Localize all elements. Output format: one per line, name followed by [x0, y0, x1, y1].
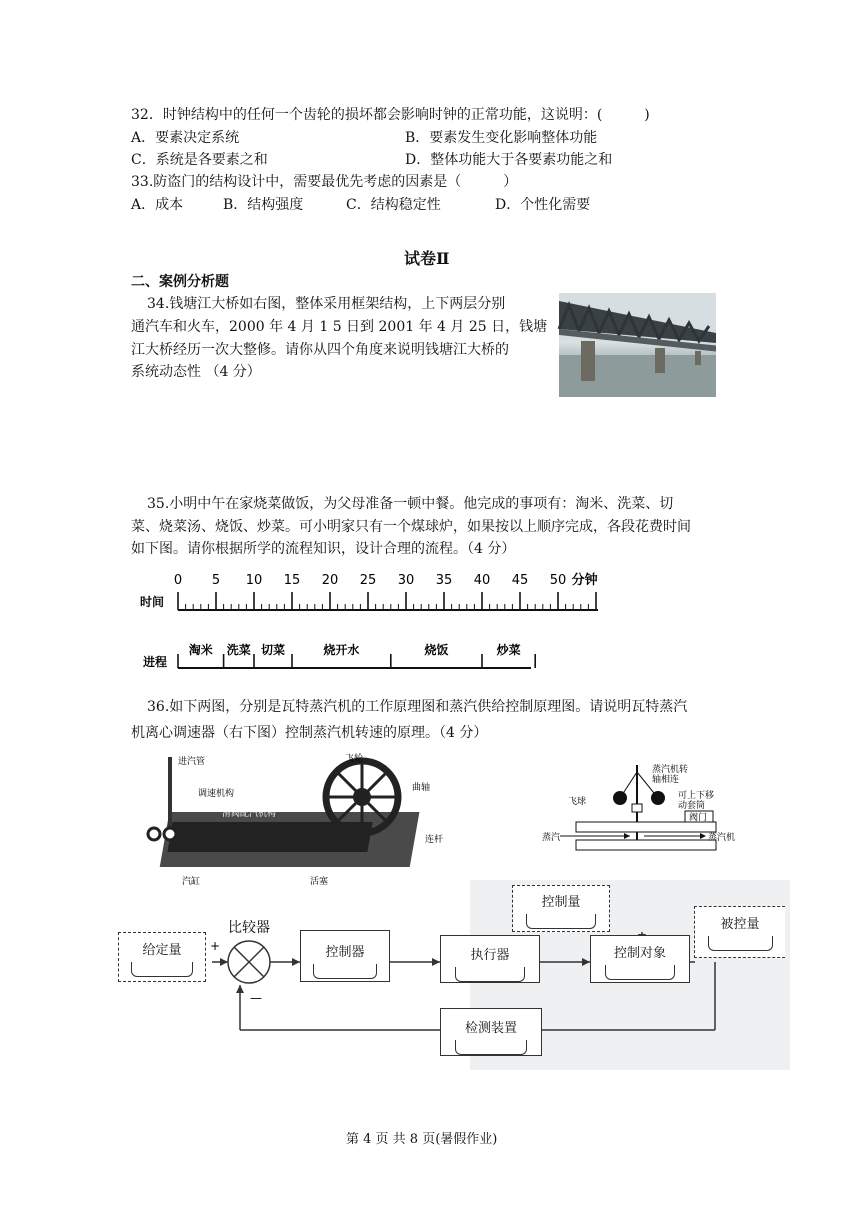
governor-label-steam-out: 蒸汽机 — [708, 833, 736, 843]
governor-label-valve: 阀门 — [689, 813, 708, 823]
q36-line-2: 机离心调速器（右下图）控制蒸汽机转速的原理。（4 分） — [131, 725, 488, 741]
bridge-photo — [559, 293, 716, 397]
q32-option-d: D．整体功能大于各要素功能之和 — [405, 152, 613, 168]
q35-line-1: 35.小明中午在家烧菜做饭，为父母准备一顿中餐。他完成的事项有：淘米、洗菜、切 — [147, 496, 674, 512]
timeline-tick-label: 40 — [473, 573, 491, 588]
q32-stem: 32．时钟结构中的任何一个齿轮的损坏都会影响时钟的正常功能，这说明：( ) — [131, 107, 650, 123]
sensor-blank — [455, 1040, 527, 1055]
engine-label-cylinder: 汽缸 — [182, 877, 201, 887]
timeline-tick-label: 45 — [511, 573, 529, 588]
page-footer: 第 4 页 共 8 页(暑假作业) — [346, 1132, 498, 1147]
q33-stem: 33.防盗门的结构设计中，需要最优先考虑的因素是（ ） — [131, 174, 518, 190]
q32-option-a: A．要素决定系统 — [131, 130, 240, 146]
controlled-object-label: 控制对象 — [613, 946, 666, 961]
governor-label-shaft: 蒸汽机转 — [652, 765, 689, 775]
timeline-tick-label: 0 — [173, 573, 183, 588]
setpoint-label: 给定量 — [142, 943, 182, 958]
process-task-label: 淘米 — [188, 643, 213, 657]
engine-label-governor: 调速机构 — [198, 789, 235, 799]
actuator-blank — [455, 967, 526, 982]
controlled-quantity-blank — [708, 936, 773, 951]
timeline-tick-label: 5 — [211, 573, 221, 588]
q34-line-2: 通汽车和火车，2000 年 4 月 1 5 日到 2001 年 4 月 25 日，钱塘 — [131, 319, 548, 335]
q32-option-c: C．系统是各要素之和 — [131, 152, 268, 168]
governor-diagram — [540, 760, 736, 860]
sensor-label: 检测装置 — [464, 1021, 517, 1036]
timeline-unit-label: 分钟 — [571, 573, 598, 588]
timeline-tick-label: 10 — [245, 573, 263, 588]
minus-sign: — — [250, 991, 262, 1005]
section-title: 试卷Ⅱ — [404, 249, 450, 268]
control-quantity-label: 控制量 — [541, 895, 581, 910]
controlled-quantity-box — [694, 906, 785, 958]
governor-label-sleeve: 可上下移 — [678, 791, 715, 801]
timeline-tick-label: 20 — [321, 573, 339, 588]
actuator-box — [440, 935, 540, 983]
process-task-label: 炒菜 — [496, 643, 521, 657]
controlled-object-box — [590, 935, 690, 983]
engine-label-crank: 曲轴 — [412, 783, 431, 793]
q33-option-d: D．个性化需要 — [495, 197, 591, 213]
q35-line-3: 如下图。请你根据所学的流程知识，设计合理的流程。（4 分） — [131, 541, 516, 557]
controller-box — [300, 930, 390, 982]
q35-line-2: 菜、烧菜汤、烧饭、炒菜。可小明家只有一个煤球炉，如果按以上顺序完成，各段花费时间 — [131, 519, 691, 535]
time-label: 时间 — [139, 595, 165, 609]
actuator-label: 执行器 — [470, 948, 510, 963]
engine-label-rod: 连杆 — [425, 835, 444, 845]
q32-option-b: B．要素发生变化影响整体功能 — [405, 130, 598, 146]
governor-label-ball: 飞球 — [568, 797, 587, 807]
governor-label-steam-in: 蒸汽 — [542, 833, 561, 843]
timeline-diagram — [130, 568, 610, 678]
process-label: 进程 — [142, 655, 168, 669]
q34-line-1: 34.钱塘江大桥如右图，整体采用框架结构，上下两层分别 — [147, 296, 506, 312]
setpoint-blank — [131, 962, 193, 977]
timeline-tick-label: 35 — [435, 573, 453, 588]
q33-option-c: C．结构稳定性 — [346, 197, 441, 213]
timeline-tick-label: 30 — [397, 573, 415, 588]
engine-label-flywheel: 飞轮 — [345, 754, 364, 764]
process-task-label: 烧开水 — [323, 643, 360, 657]
q33-option-b: B．结构强度 — [223, 197, 304, 213]
comparator-label: 比较器 — [228, 920, 270, 936]
control-quantity-blank — [526, 914, 595, 929]
governor-label-shaft2: 轴相连 — [652, 775, 680, 785]
process-task-label: 洗菜 — [226, 643, 251, 657]
q34-line-3: 江大桥经历一次大整修。请你从四个角度来说明钱塘江大桥的 — [131, 342, 509, 358]
plus-sign: + — [210, 939, 221, 953]
timeline-tick-label: 15 — [283, 573, 301, 588]
timeline-tick-label: 50 — [549, 573, 567, 588]
governor-label-sleeve2: 动套筒 — [678, 801, 706, 811]
controlled-object-blank — [605, 965, 676, 980]
controller-blank — [313, 964, 377, 979]
steam-engine-diagram — [140, 752, 470, 887]
q36-line-1: 36.如下两图，分别是瓦特蒸汽机的工作原理图和蒸汽供给控制原理图。请说明瓦特蒸汽 — [147, 699, 688, 715]
controller-label: 控制器 — [325, 945, 365, 960]
engine-label-inlet: 进汽管 — [178, 757, 206, 767]
q33-option-a: A．成本 — [131, 197, 184, 213]
process-task-label: 切菜 — [260, 643, 286, 657]
timeline-tick-label: 25 — [359, 573, 377, 588]
section-heading: 二、案例分析题 — [131, 274, 229, 290]
engine-label-piston: 活塞 — [310, 877, 329, 887]
controlled-quantity-label: 被控量 — [720, 917, 760, 932]
q34-line-4: 系统动态性 （4 分） — [131, 364, 261, 380]
control-quantity-box — [512, 885, 610, 932]
setpoint-box — [118, 932, 206, 982]
engine-label-valve: 滑阀配汽机构 — [222, 809, 277, 819]
sensor-box — [440, 1008, 542, 1056]
process-task-label: 烧饭 — [424, 643, 449, 657]
